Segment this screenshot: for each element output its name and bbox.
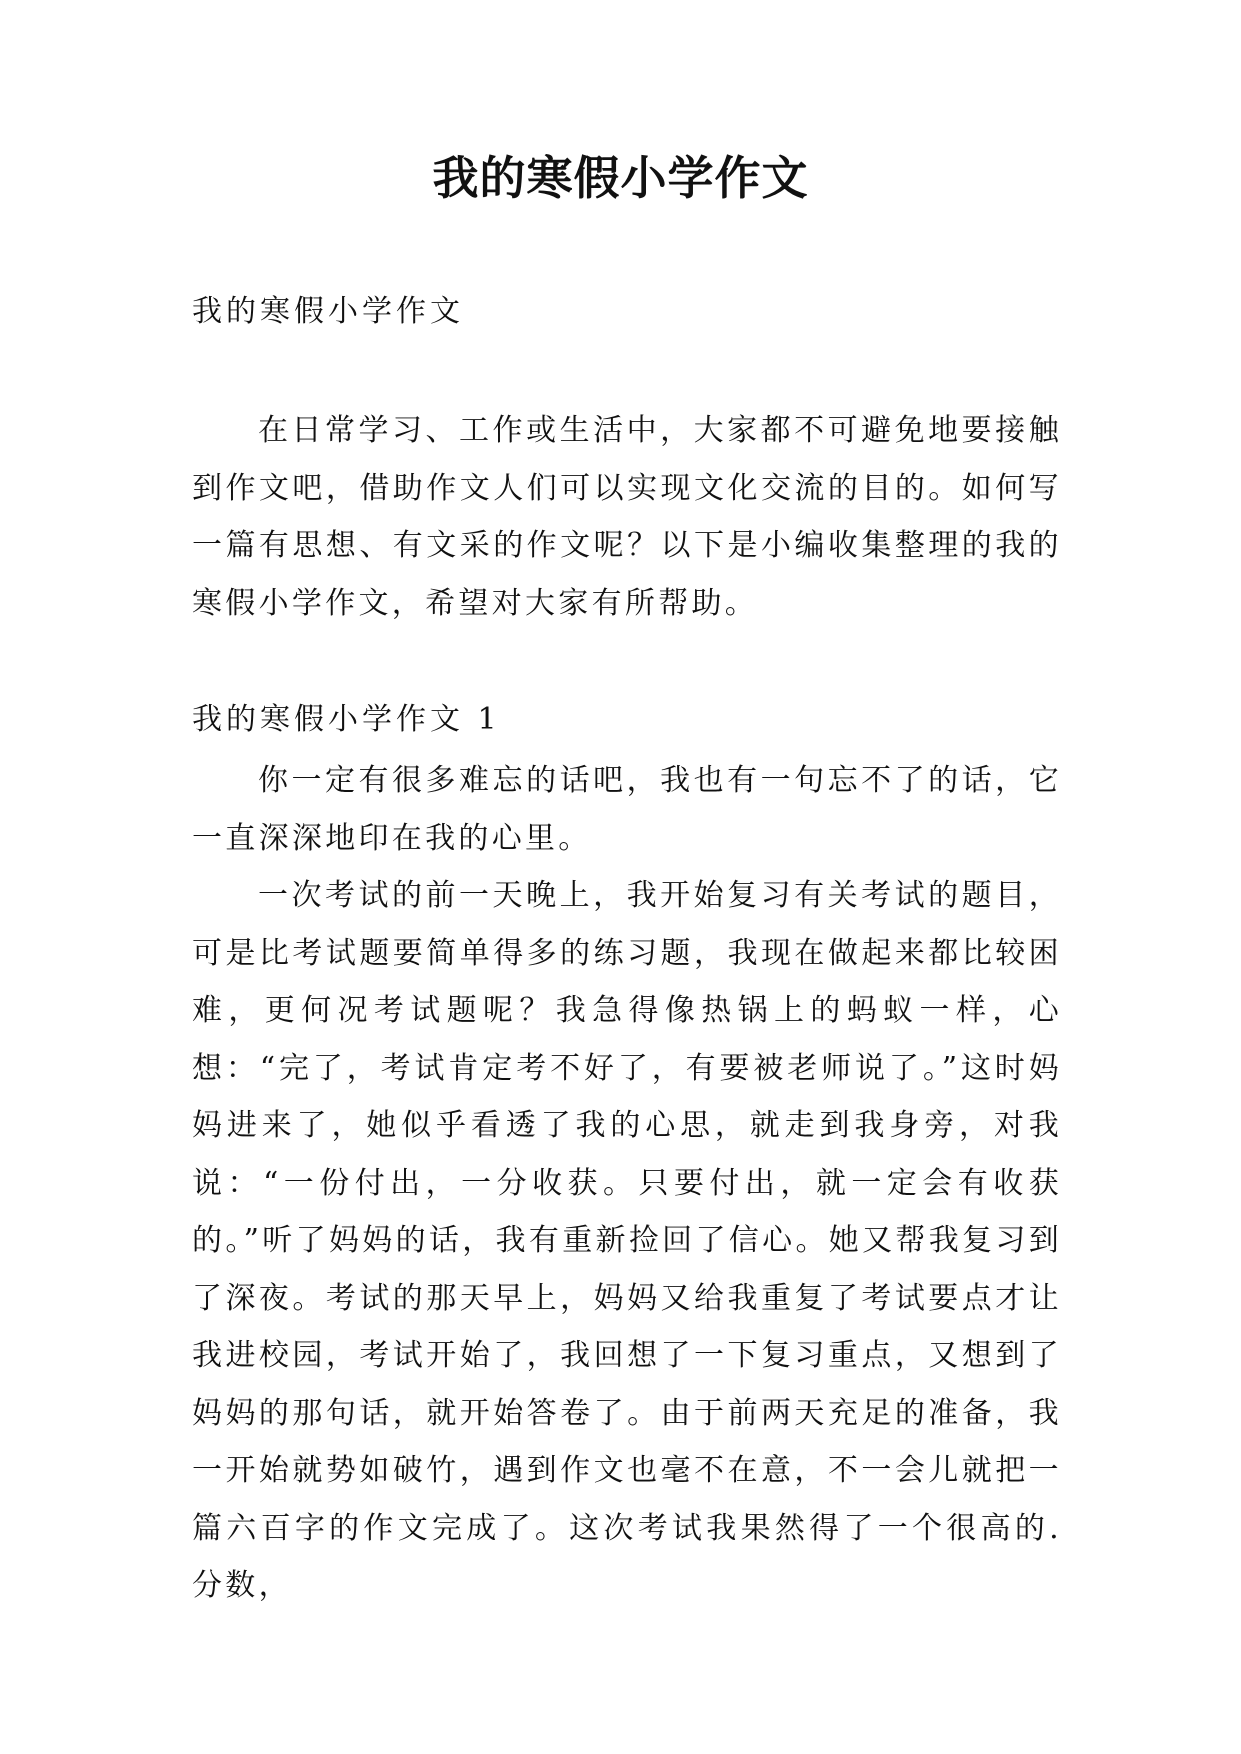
document-subtitle: 我的寒假小学作文 (192, 294, 464, 329)
document-title: 我的寒假小学作文 (432, 151, 809, 205)
body-paragraph-2: 一次考试的前一天晚上，我开始复习有关考试的题目，可是比考试题要简单得多的练习题，我现在做起来都比较困难，更何况考试题呢？我急得像热锅上的蚂蚁一样，心想：“完了，考试肯定考不好了，有要被老师说了。”这时妈妈进来了，她似乎看透了我的心思，就走到我身旁，对我说：“一份付出，一分收获。只要付出，就一定会有收获的。”听了妈妈的话，我有重新捡回了信心。她又帮我复习到了深夜。考试的那天早上，妈妈又给我重复了考试要点才让我进校园，考试开始了，我回想了一下复习重点，又想到了妈妈的那句话，就开始答卷了。由于前两天充足的准备，我一开始就势如破竹，遇到作文也毫不在意，不一会儿就把一篇六百字的作文完成了。这次考试我果然得了一个很高的.分数， (192, 878, 1062, 1603)
intro-paragraph: 在日常学习、工作或生活中，大家都不可避免地要接触到作文吧，借助作文人们可以实现文化交流的目的。如何写一篇有思想、有文采的作文呢？以下是小编收集整理的我的寒假小学作文，希望对大家有所帮助。 (192, 413, 1062, 621)
body-paragraph-1: 你一定有很多难忘的话吧，我也有一句忘不了的话，它一直深深地印在我的心里。 (192, 763, 1062, 856)
section-heading: 我的寒假小学作文 1 (192, 702, 501, 737)
